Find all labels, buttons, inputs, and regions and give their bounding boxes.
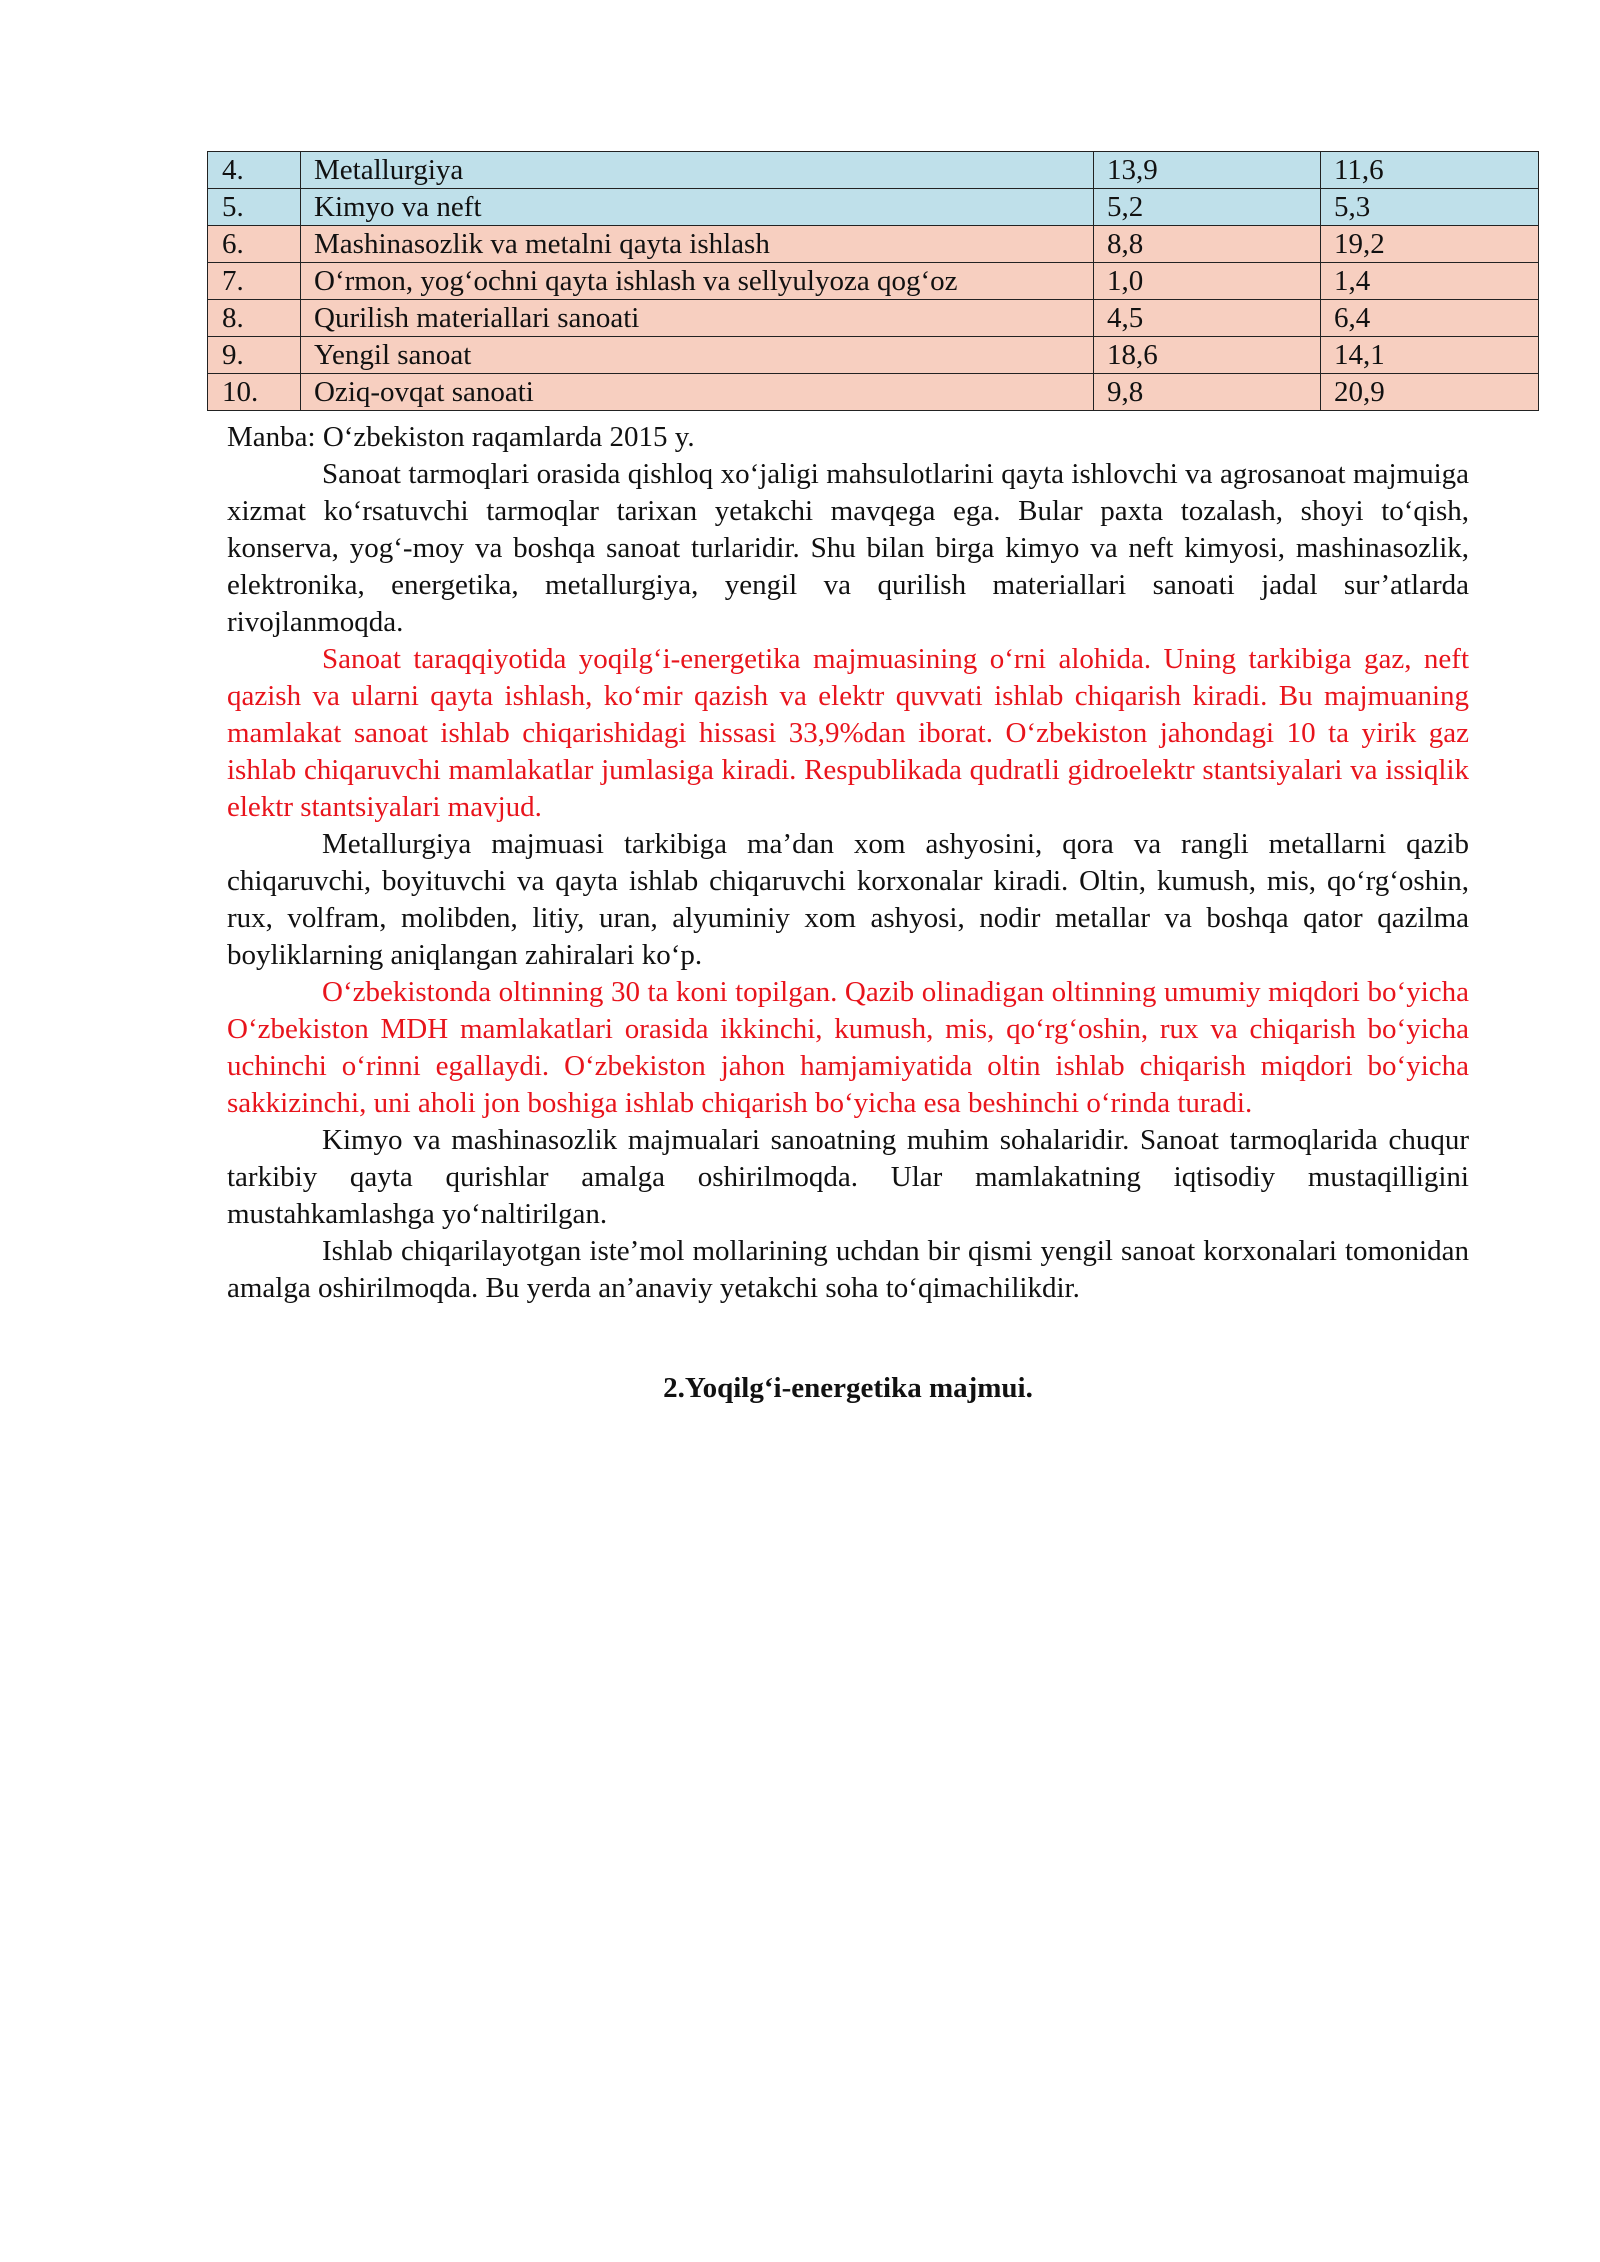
value-col-2: 6,4 xyxy=(1321,300,1539,337)
value-col-2: 1,4 xyxy=(1321,263,1539,300)
table-row xyxy=(208,300,1539,337)
source-note: Manba: O‘zbekiston raqamlarda 2015 y. xyxy=(227,421,695,453)
paragraph-industry-branches: Sanoat tarmoqlari orasida qishloq xo‘jaligi mahsulotlarini qayta ishlovchi va agrosanoat majmuiga xizmat ko‘rsatuvchi tarmoqlar tarixan yetakchi mavqega ega. Bular paxta tozalash, shoyi to‘qish, konserva, yog‘-moy va boshqa sanoat turlaridir. Shu bilan birga kimyo va neft kimyosi, mashinasozlik, elektronika, energetika, metallurgiya, yengil va qurilish materiallari sanoati jadal sur’atlarda rivojlanmoqda. xyxy=(227,458,1469,638)
row-number: 6. xyxy=(208,226,301,263)
value-col-1: 8,8 xyxy=(1094,226,1321,263)
value-col-2: 5,3 xyxy=(1321,189,1539,226)
industry-name: Oziq-ovqat sanoati xyxy=(301,374,1094,411)
table-row xyxy=(208,152,1539,189)
body-text xyxy=(227,419,1469,1307)
value-col-2: 14,1 xyxy=(1321,337,1539,374)
industry-share-table xyxy=(207,151,1539,411)
value-col-1: 4,5 xyxy=(1094,300,1321,337)
paragraph-metallurgy: Metallurgiya majmuasi tarkibiga ma’dan xom ashyosini, qora va rangli metallarni qazib chiqaruvchi, boyituvchi va qayta ishlab chiqaruvchi korxonalar kiradi. Oltin, kumush, mis, qo‘rg‘oshin, rux, volfram, molibden, litiy, uran, alyuminiy xom ashyosi, nodir metallar va boshqa qator qazilma boyliklarning aniqlangan zahiralari ko‘p. xyxy=(227,828,1469,971)
row-number: 10. xyxy=(208,374,301,411)
table-row xyxy=(208,226,1539,263)
paragraph-fuel-energy: Sanoat taraqqiyotida yoqilg‘i-energetika majmuasining o‘rni alohida. Uning tarkibiga gaz, neft qazish va ularni qayta ishlash, ko‘mir qazish va elektr quvvati ishlab chiqarish kiradi. Bu majmuaning mamlakat sanoat ishlab chiqarishidagi hissasi 33,9%dan iborat. O‘zbekiston jahondagi 10 ta yirik gaz ishlab chiqaruvchi mamlakatlar jumlasiga kiradi. Respublikada qudratli gidroelektr stantsiyalari va issiqlik elektr stantsiyalari mavjud. xyxy=(227,643,1469,823)
industry-name: Qurilish materiallari sanoati xyxy=(301,300,1094,337)
value-col-1: 5,2 xyxy=(1094,189,1321,226)
industry-name: Kimyo va neft xyxy=(301,189,1094,226)
row-number: 8. xyxy=(208,300,301,337)
table-row xyxy=(208,337,1539,374)
table-row xyxy=(208,189,1539,226)
value-col-2: 19,2 xyxy=(1321,226,1539,263)
row-number: 9. xyxy=(208,337,301,374)
value-col-2: 11,6 xyxy=(1321,152,1539,189)
row-number: 7. xyxy=(208,263,301,300)
row-number: 4. xyxy=(208,152,301,189)
section-heading: 2.Yoqilg‘i-energetika majmui. xyxy=(663,1372,1033,1404)
table-row xyxy=(208,263,1539,300)
row-number: 5. xyxy=(208,189,301,226)
industry-name: Yengil sanoat xyxy=(301,337,1094,374)
industry-name: O‘rmon, yog‘ochni qayta ishlash va sellyulyoza qog‘oz xyxy=(301,263,1094,300)
industry-name: Mashinasozlik va metalni qayta ishlash xyxy=(301,226,1094,263)
industry-name: Metallurgiya xyxy=(301,152,1094,189)
paragraph-chemistry-machinery: Kimyo va mashinasozlik majmualari sanoatning muhim sohalaridir. Sanoat tarmoqlarida chuqur tarkibiy qayta qurishlar amalga oshirilmoqda. Ular mamlakatning iqtisodiy mustaqilligini mustahkamlashga yo‘naltirilgan. xyxy=(227,1124,1469,1230)
table-row xyxy=(208,374,1539,411)
value-col-1: 9,8 xyxy=(1094,374,1321,411)
paragraph-light-industry: Ishlab chiqarilayotgan iste’mol mollarining uchdan bir qismi yengil sanoat korxonalari tomonidan amalga oshirilmoqda. Bu yerda an’anaviy yetakchi soha to‘qimachilikdir. xyxy=(227,1235,1469,1304)
value-col-2: 20,9 xyxy=(1321,374,1539,411)
paragraph-gold: O‘zbekistonda oltinning 30 ta koni topilgan. Qazib olinadigan oltinning umumiy miqdori bo‘yicha O‘zbekiston MDH mamlakatlari orasida ikkinchi, kumush, mis, qo‘rg‘oshin, rux va chiqarish bo‘yicha uchinchi o‘rinni egallaydi. O‘zbekiston jahon hamjamiyatida oltin ishlab chiqarish miqdori bo‘yicha sakkizinchi, uni aholi jon boshiga ishlab chiqarish bo‘yicha esa beshinchi o‘rinda turadi. xyxy=(227,976,1469,1119)
value-col-1: 18,6 xyxy=(1094,337,1321,374)
value-col-1: 1,0 xyxy=(1094,263,1321,300)
value-col-1: 13,9 xyxy=(1094,152,1321,189)
